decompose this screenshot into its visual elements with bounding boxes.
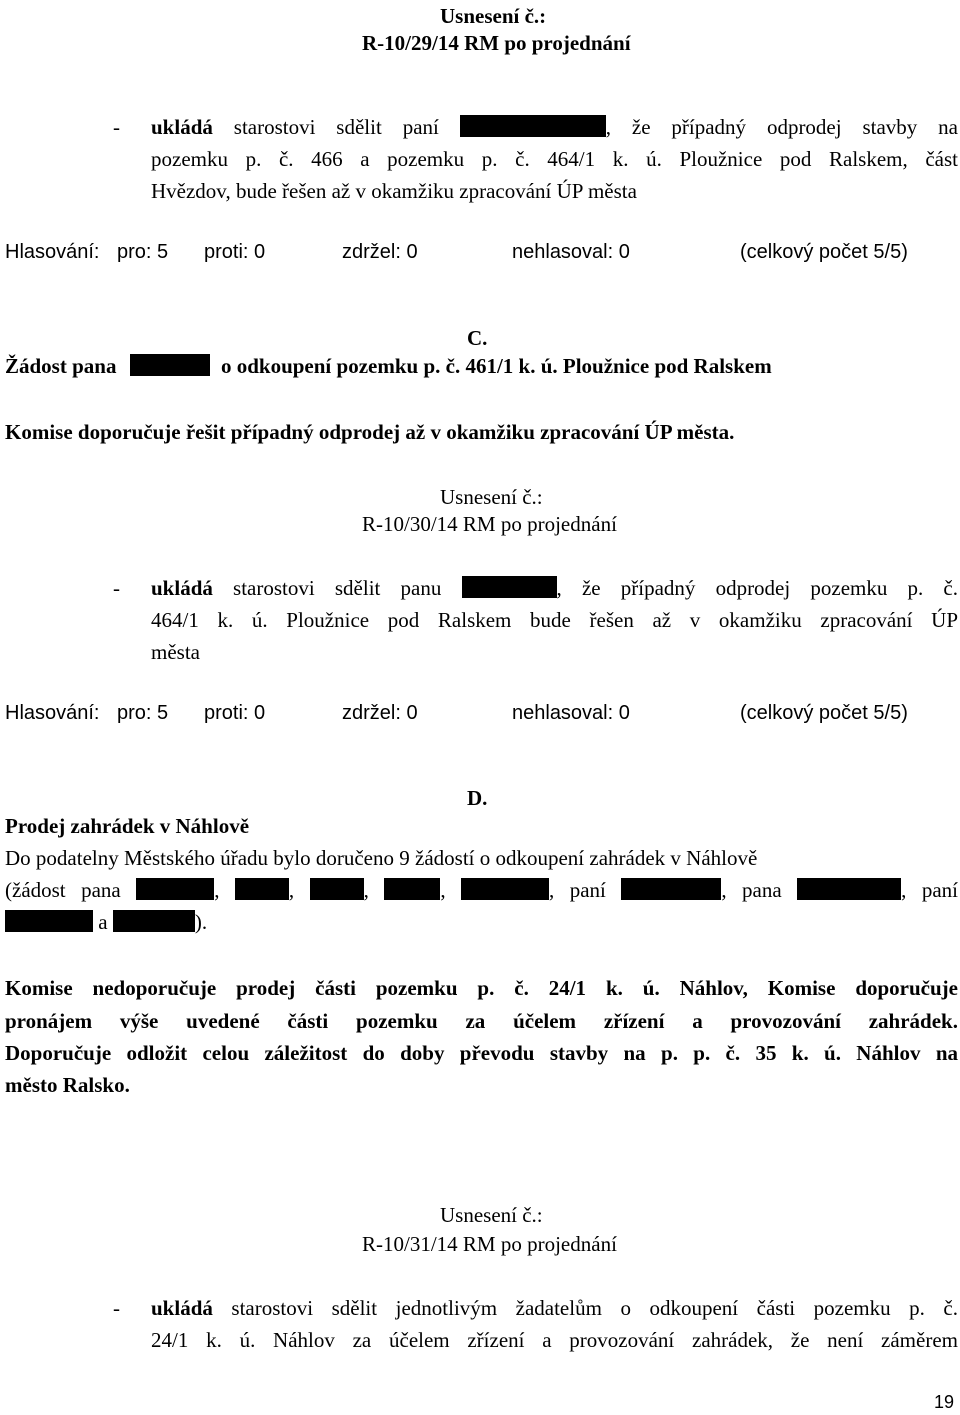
redacted-name <box>136 878 214 900</box>
resolution-text-line: ukládá starostovi sdělit panu , že případný odprodej pozemku p. č. <box>151 576 959 600</box>
redacted-name <box>130 354 210 376</box>
committee-recommendation: Komise nedoporučuje prodej části pozemku p. č. 24/1 k. ú. Náhlov, Komise doporučuje <box>5 976 958 1000</box>
vote-label: Hlasování: <box>5 241 100 263</box>
vote-zdrzel: zdržel: 0 <box>342 702 418 724</box>
redacted-name <box>235 878 289 900</box>
redacted-name <box>621 878 721 900</box>
bullet-dash: - <box>113 115 120 139</box>
redacted-name <box>5 910 93 932</box>
committee-recommendation: město Ralsko. <box>5 1073 130 1097</box>
verb-uklada: ukládá <box>151 115 213 139</box>
section-title: Žádost pana o odkoupení pozemku p. č. 461/1 k. ú. Ploužnice pod Ralskem <box>5 354 772 378</box>
resolution-text-line: ukládá starostovi sdělit paní , že případný odprodej stavby na <box>151 115 959 139</box>
vote-total: (celkový počet 5/5) <box>740 702 908 724</box>
committee-recommendation: Doporučuje odložit celou záležitost do doby převodu stavby na p. p. č. 35 k. ú. Náhlov na <box>5 1041 958 1065</box>
resolution-text-line: Hvězdov, bude řešen až v okamžiku zpracování ÚP města <box>151 179 637 203</box>
resolution-text-line: 24/1 k. ú. Náhlov za účelem zřízení a provozování zahrádek, že není záměrem <box>151 1328 958 1352</box>
redacted-name <box>310 878 364 900</box>
resolution-text-line: pozemku p. č. 466 a pozemku p. č. 464/1 k. ú. Ploužnice pod Ralskem, část <box>151 147 958 171</box>
section-letter: C. <box>467 326 488 350</box>
resolution-text-line: 464/1 k. ú. Ploužnice pod Ralskem bude řešen až v okamžiku zpracování ÚP <box>151 608 958 632</box>
paragraph-line: Do podatelny Městského úřadu bylo doručeno 9 žádostí o odkoupení zahrádek v Náhlově <box>5 846 758 870</box>
section-letter: D. <box>467 786 488 810</box>
page-number: 19 <box>934 1392 955 1412</box>
resolution-heading: Usnesení č.: <box>440 4 547 28</box>
redacted-name <box>462 576 557 598</box>
verb-uklada: ukládá <box>151 576 213 600</box>
paragraph-line: (žádost pana , , , , , paní , pana , paní <box>5 878 958 902</box>
vote-label: Hlasování: <box>5 702 100 724</box>
vote-pro: pro: 5 <box>117 702 169 724</box>
vote-nehlasoval: nehlasoval: 0 <box>512 702 630 724</box>
resolution-number: R-10/29/14 RM po projednání <box>362 31 631 55</box>
verb-uklada: ukládá <box>151 1296 213 1320</box>
resolution-text-line: ukládá starostovi sdělit jednotlivým žadatelům o odkoupení části pozemku p. č. <box>151 1296 959 1320</box>
vote-pro: pro: 5 <box>117 241 169 263</box>
redacted-name <box>384 878 440 900</box>
paragraph-line: a ). <box>5 906 207 938</box>
section-title: Prodej zahrádek v Náhlově <box>5 814 250 838</box>
redacted-name <box>461 878 549 900</box>
vote-total: (celkový počet 5/5) <box>740 241 908 263</box>
committee-recommendation: Komise doporučuje řešit případný odprodej až v okamžiku zpracování ÚP města. <box>5 420 735 444</box>
resolution-text-line: města <box>151 640 200 664</box>
vote-zdrzel: zdržel: 0 <box>342 241 418 263</box>
vote-proti: proti: 0 <box>204 241 266 263</box>
bullet-dash: - <box>113 576 120 600</box>
bullet-dash: - <box>113 1296 120 1320</box>
vote-nehlasoval: nehlasoval: 0 <box>512 241 630 263</box>
redacted-name <box>113 910 195 932</box>
resolution-heading: Usnesení č.: <box>440 1203 543 1227</box>
committee-recommendation: pronájem výše uvedené části pozemku za účelem zřízení a provozování zahrádek. <box>5 1009 958 1033</box>
vote-proti: proti: 0 <box>204 702 266 724</box>
redacted-name <box>460 115 606 137</box>
resolution-heading: Usnesení č.: <box>440 485 543 509</box>
resolution-number: R-10/30/14 RM po projednání <box>362 512 617 536</box>
resolution-number: R-10/31/14 RM po projednání <box>362 1232 617 1256</box>
redacted-name <box>797 878 901 900</box>
